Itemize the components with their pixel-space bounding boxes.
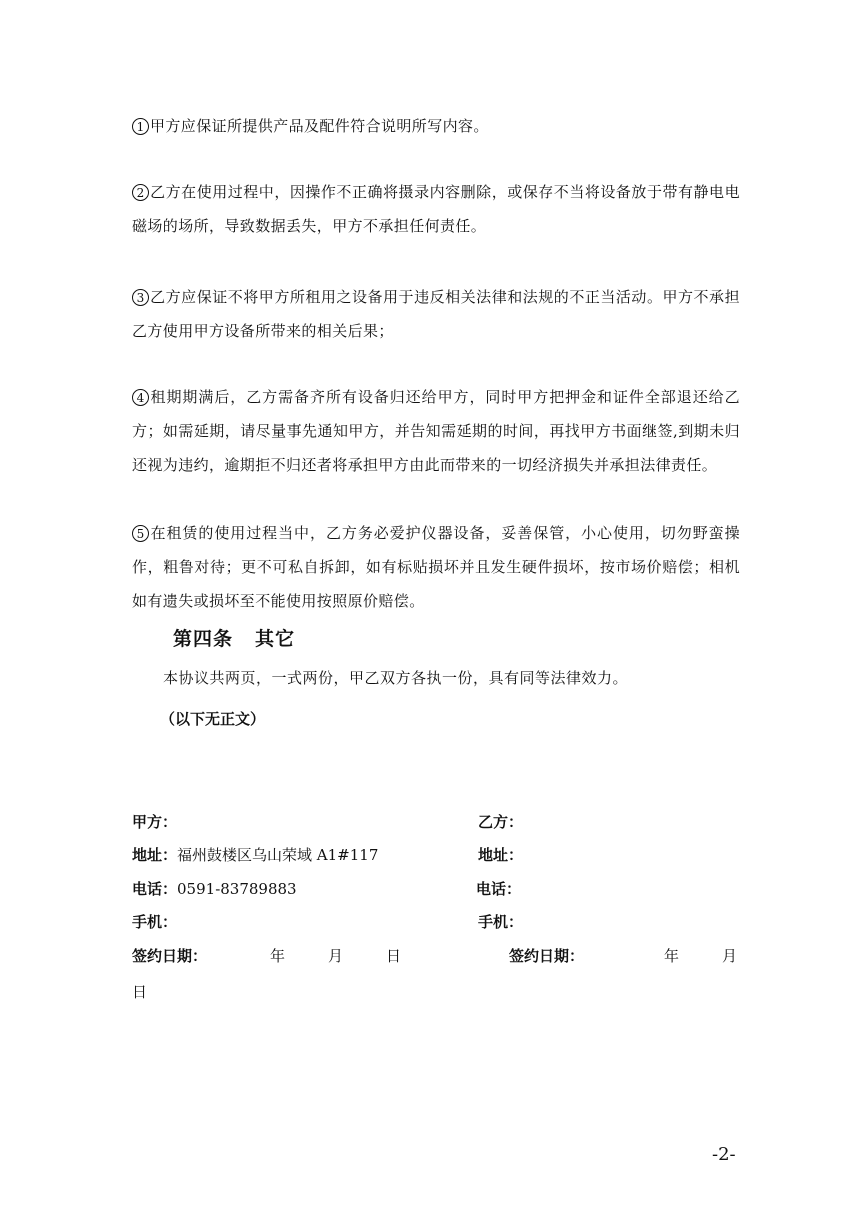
party-a-mobile-row xyxy=(132,910,177,934)
party-a-date-day: 日 xyxy=(386,947,402,965)
party-a-date-label xyxy=(132,944,207,968)
clause-text: 乙方在使用过程中，因操作不正确将摄录内容删除，或保存不当将设备放于带有静电电磁场的场所，导致数据丢失，甲方不承担任何责任。 xyxy=(132,183,740,235)
party-a-address-row xyxy=(132,843,378,867)
party-b-date-label xyxy=(509,944,584,968)
clause-text: 乙方应保证不将甲方所租用之设备用于违反相关法律和法规的不正当活动。甲方不承担乙方使用甲方设备所带来的相关后果； xyxy=(132,288,740,340)
party-b-phone-label: 电话： xyxy=(476,880,522,898)
party-a-date-month: 月 xyxy=(328,947,344,965)
party-b-mobile-row xyxy=(478,910,523,934)
clause-5 xyxy=(132,516,740,618)
clause-4 xyxy=(132,380,740,482)
section-title xyxy=(173,624,295,651)
party-a-label: 甲方： xyxy=(132,813,178,831)
party-a-mobile-label: 手机： xyxy=(132,913,178,931)
party-a-date-label-text: 签约日期： xyxy=(132,947,208,965)
party-a-date-year: 年 xyxy=(270,947,286,965)
clause-2 xyxy=(132,175,740,243)
end-of-text-note: （以下无正文） xyxy=(160,710,266,728)
section-body: 本协议共两页，一式两份，甲乙双方各执一份，具有同等法律效力。 xyxy=(163,669,629,687)
party-a-label-row xyxy=(132,810,177,834)
party-a-phone-value: 0591-83789883 xyxy=(177,880,297,898)
clause-text: 在租赁的使用过程当中，乙方务必爱护仪器设备，妥善保管，小心使用，切勿野蛮操作，粗鲁对待；更不可私自拆卸，如有标贴损坏并且发生硬件损坏，按市场价赔偿；相机如有遗失或损坏至不能使用按照原价赔偿。 xyxy=(132,524,740,610)
party-a-phone-label: 电话： xyxy=(132,880,178,898)
clause-text: 租期期满后，乙方需备齐所有设备归还给甲方，同时甲方把押金和证件全部退还给乙方；如需延期，请尽量事先通知甲方，并告知需延期的时间，再找甲方书面继签,到期未归还视为违约，逾期拒不归还者将承担甲方由此而带来的一切经济损失并承担法律责任。 xyxy=(132,388,740,474)
clause-number-badge: 2 xyxy=(132,184,149,201)
clause-3 xyxy=(132,280,740,348)
clause-number-badge: 4 xyxy=(132,389,149,406)
party-b-date-month: 月 xyxy=(722,947,738,965)
party-b-label-row xyxy=(478,810,523,834)
section-title-name: 其它 xyxy=(255,628,296,650)
page-number: -2- xyxy=(712,1144,736,1165)
clause-number-badge: 5 xyxy=(132,525,149,542)
party-a-phone-row xyxy=(132,877,297,901)
party-b-date-label-text: 签约日期： xyxy=(509,947,585,965)
clause-number-badge: 3 xyxy=(132,289,149,306)
party-b-date-day: 日 xyxy=(132,983,148,1001)
party-b-date-year: 年 xyxy=(664,947,680,965)
party-b-mobile-label: 手机： xyxy=(478,913,524,931)
clause-number-badge: 1 xyxy=(132,118,149,135)
party-a-address-value: 福州鼓楼区乌山荣域 A1#117 xyxy=(177,846,379,864)
clause-1 xyxy=(132,109,740,143)
party-a-address-label: 地址： xyxy=(132,846,178,864)
clause-text: 甲方应保证所提供产品及配件符合说明所写内容。 xyxy=(150,117,489,135)
party-b-label: 乙方： xyxy=(478,813,524,831)
party-b-address-row xyxy=(478,843,523,867)
section-title-number: 第四条 xyxy=(173,628,234,650)
party-b-phone-row xyxy=(476,877,521,901)
party-b-address-label: 地址： xyxy=(478,846,524,864)
